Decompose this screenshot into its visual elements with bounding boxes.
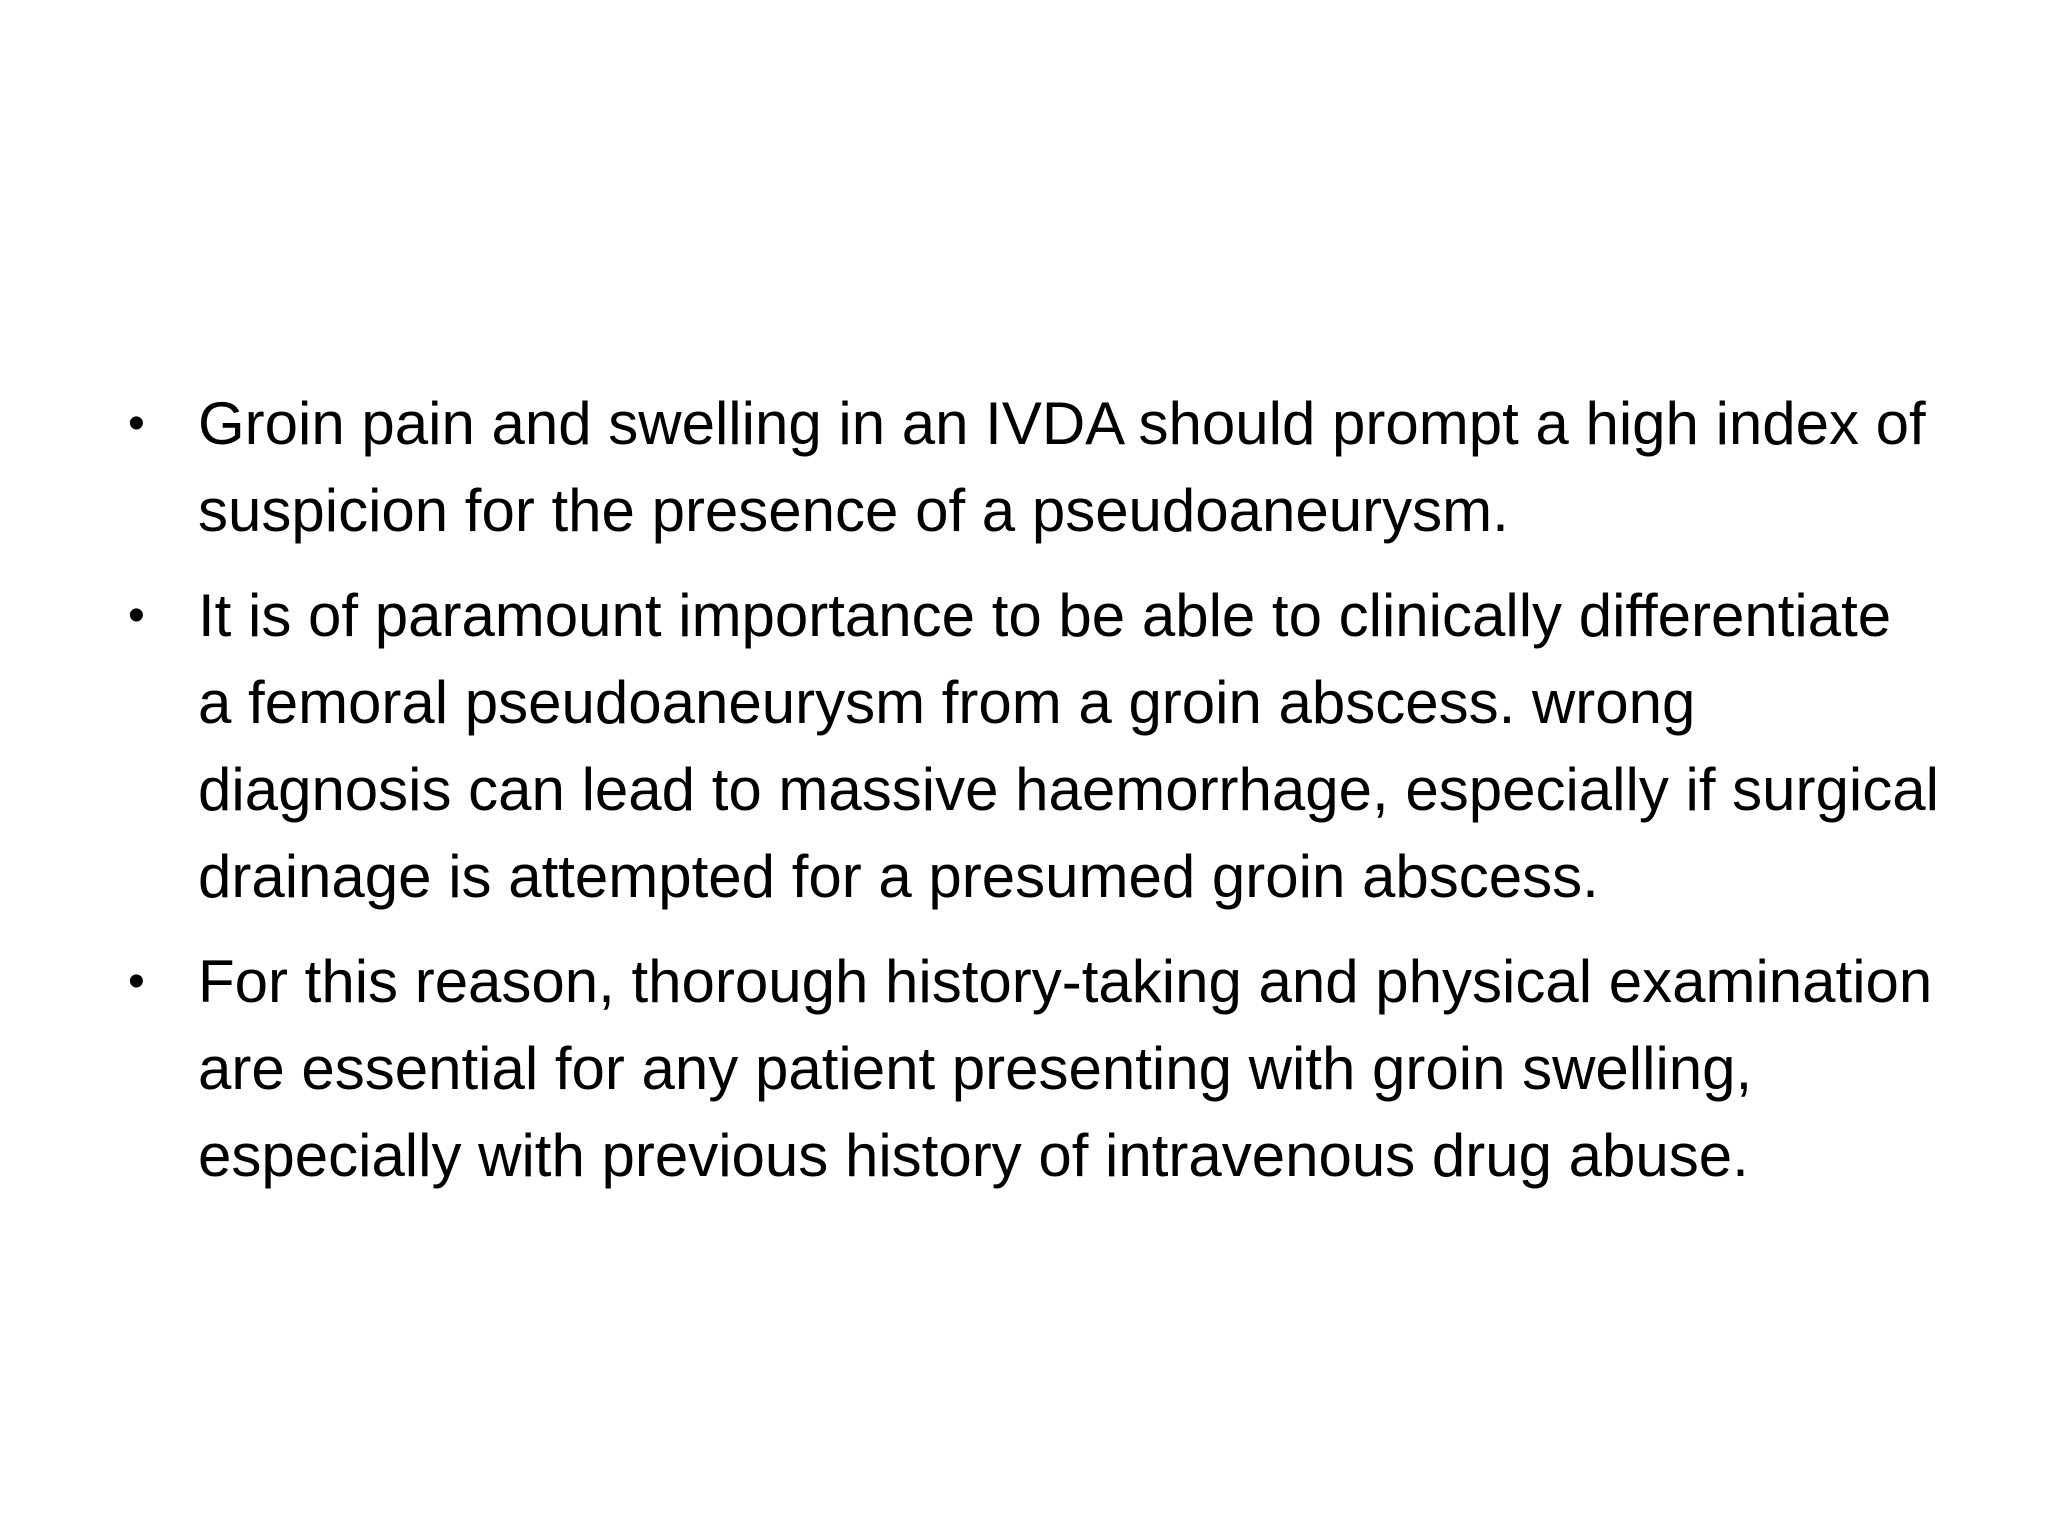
bullet-text: It is of paramount importance to be able to clinically differentiate a femoral pseudoaneurysm from a groin abscess. wrong diagnosis can lead to massive haemorrhage, especially if surgical drainage is attempted for a presumed groin abscess. — [198, 582, 1939, 910]
bullet-item — [120, 572, 1940, 920]
bullet-item — [120, 380, 1940, 554]
bullet-text: Groin pain and swelling in an IVDA should prompt a high index of suspicion for the presence of a pseudoaneurysm. — [198, 390, 1926, 544]
bullet-icon: • — [128, 589, 145, 642]
bullet-icon: • — [128, 397, 145, 450]
bullet-list — [120, 380, 1940, 1199]
slide-body — [120, 380, 1940, 1217]
bullet-item — [120, 938, 1940, 1199]
bullet-text: For this reason, thorough history-taking and physical examination are essential for any patient presenting with groin swelling, especially with previous history of intravenous drug abuse. — [198, 948, 1933, 1189]
bullet-icon: • — [128, 955, 145, 1008]
